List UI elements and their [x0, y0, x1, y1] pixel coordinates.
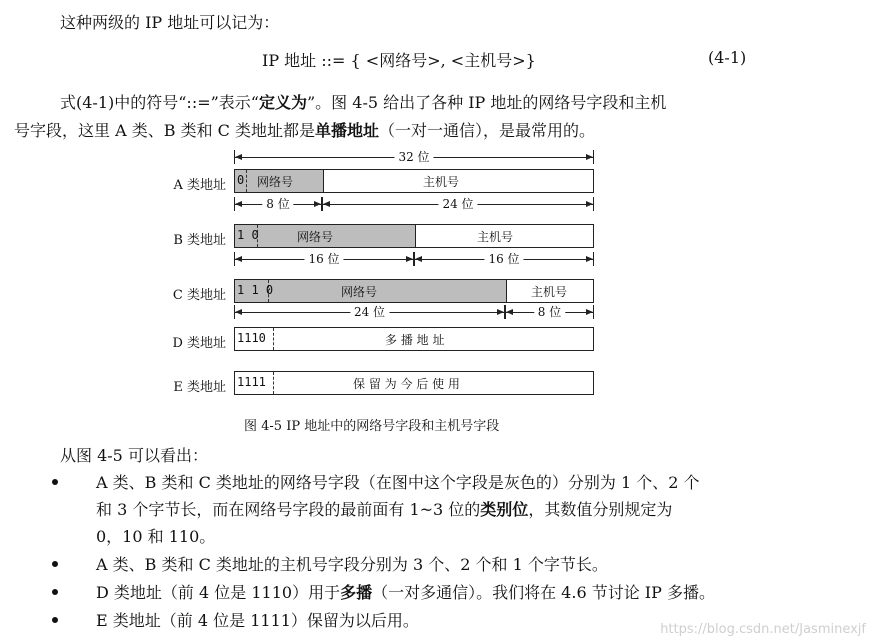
host-label: 主机号 — [477, 230, 514, 244]
formula: IP 地址 ::= { <网络号>, <主机号>} — [262, 51, 536, 70]
bullet-1-line-1: A 类、B 类和 C 类地址的网络号字段（在图中这个字段是灰色的）分别为 1 个、2 个 — [96, 473, 700, 492]
paragraph-line-1 — [60, 90, 666, 113]
class-b-box — [234, 224, 594, 248]
class-c-box — [234, 279, 594, 303]
row-label-d: D 类地址 — [172, 336, 226, 351]
dim-label: 24 位 — [438, 195, 477, 212]
dim-label: 8 位 — [534, 303, 565, 320]
host-label: 主机号 — [531, 285, 568, 299]
host-label: 主机号 — [423, 175, 460, 189]
dim-b-left — [234, 252, 414, 266]
row-label-a: A 类地址 — [173, 178, 226, 193]
bullet-4: E 类地址（前 4 位是 1111）保留为以后用。 — [96, 611, 419, 630]
row-label-e: E 类地址 — [173, 380, 226, 395]
bullet-1-line-3: 0，10 和 110。 — [96, 527, 216, 546]
bold-term: 多播 — [340, 583, 373, 602]
paragraph-line-2 — [14, 118, 595, 141]
dim-label: 16 位 — [304, 250, 343, 267]
dim-label: 16 位 — [484, 250, 523, 267]
class-bits: 1 0 — [237, 228, 259, 242]
para-text: ”。图 4-5 给出了各种 IP 地址的网络号字段和主机 — [307, 93, 667, 112]
bullet-dot — [52, 479, 58, 485]
dim-c-left — [234, 305, 505, 319]
watermark: https://blog.csdn.net/Jasminexjf — [660, 622, 866, 637]
para-text: ，其数值分别规定为 — [528, 500, 673, 519]
class-bits: 1110 — [237, 331, 266, 345]
bold-term: 定义为 — [258, 93, 307, 112]
bold-term: 单播地址 — [315, 121, 380, 140]
net-label: 网络号 — [257, 175, 294, 189]
net-label: 网络号 — [341, 285, 378, 299]
dim-a-right — [322, 197, 594, 211]
para-text: D 类地址（前 4 位是 1110）用于 — [96, 583, 341, 602]
bullet-dot — [52, 561, 58, 567]
class-a-box — [234, 169, 594, 193]
bullet-dot — [52, 589, 58, 595]
row-label-b: B 类地址 — [173, 233, 226, 248]
bullet-2: A 类、B 类和 C 类地址的主机号字段分别为 3 个、2 个和 1 个字节长。 — [96, 555, 608, 574]
class-e-box — [234, 371, 594, 395]
dim-label: 24 位 — [350, 303, 389, 320]
dim-label: 32 位 — [394, 148, 433, 165]
bullet-3 — [96, 580, 715, 603]
class-bits: 1 1 0 — [237, 283, 274, 297]
para-text: 号字段，这里 A 类、B 类和 C 类地址都是 — [14, 121, 315, 140]
figure-caption: 图 4-5 IP 地址中的网络号字段和主机号字段 — [244, 419, 500, 434]
row-label-c: C 类地址 — [172, 288, 226, 303]
class-bits: 1111 — [237, 375, 266, 389]
para-text: 式(4-1)中的符号“::=”表示“ — [60, 93, 259, 112]
dim-label: 8 位 — [262, 195, 293, 212]
para-text: （一对多通信）。我们将在 4.6 节讨论 IP 多播。 — [372, 583, 715, 602]
dim-b-right — [414, 252, 594, 266]
reserved-label: 保 留 为 今 后 使 用 — [353, 377, 460, 391]
multicast-label: 多 播 地 址 — [385, 333, 445, 347]
net-label: 网络号 — [297, 230, 334, 244]
intro-line: 这种两级的 IP 地址可以记为： — [60, 13, 280, 32]
dim-a-left — [234, 197, 322, 211]
bullet-1-line-2 — [96, 497, 672, 520]
section-heading: 从图 4-5 可以看出： — [60, 446, 208, 465]
bold-term: 类别位 — [480, 500, 529, 519]
class-d-box — [234, 327, 594, 351]
formula-number: (4-1) — [708, 48, 747, 67]
class-bits: 0 — [237, 173, 245, 187]
bullet-dot — [52, 617, 58, 623]
dim-32-bits — [234, 150, 594, 164]
dim-c-right — [505, 305, 594, 319]
para-text: （一对一通信），是最常用的。 — [379, 121, 596, 140]
para-text: 和 3 个字节长，而在网络号字段的最前面有 1~3 位的 — [96, 500, 481, 519]
